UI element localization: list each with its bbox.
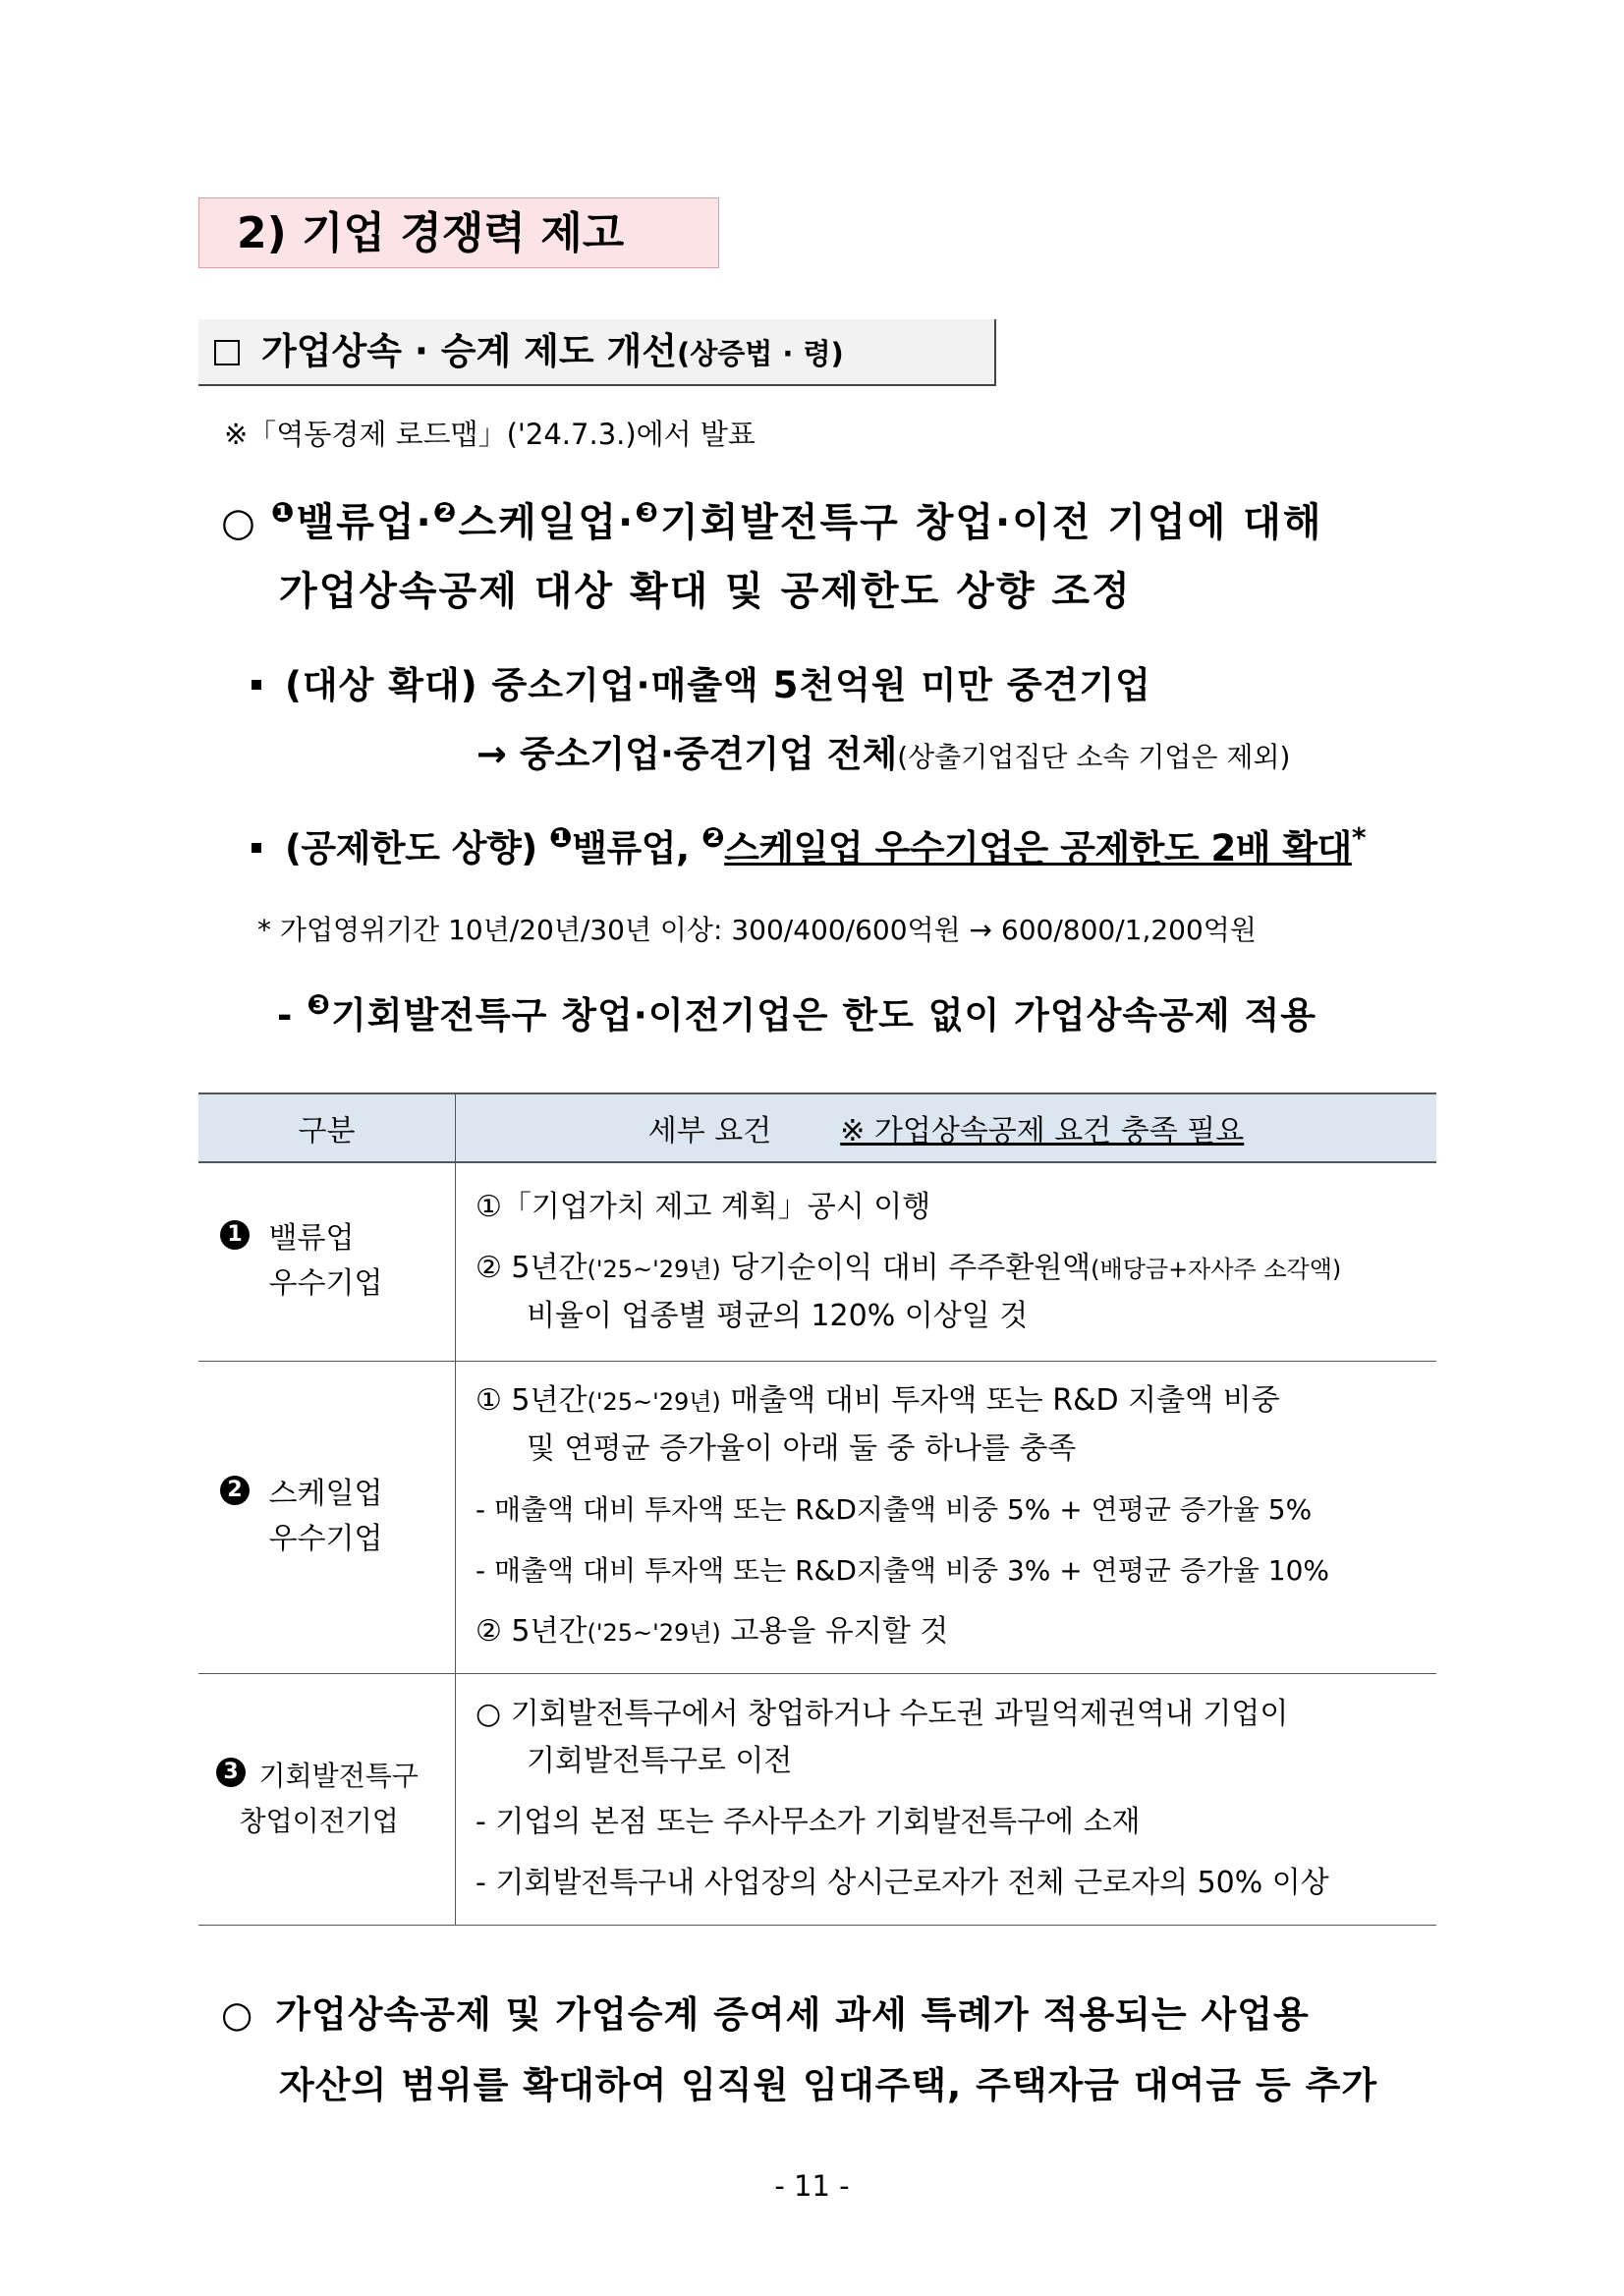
- bullet-limit-line: [252, 818, 1366, 871]
- point1-text-c: 기회발전특구 창업·이전 기업에 대해: [659, 500, 1323, 545]
- point2-line1: [221, 1985, 1310, 2038]
- row1-line2: [476, 1245, 1425, 1293]
- row2-line5-b: ('25~'29년): [587, 1619, 721, 1647]
- circle-bullet: ○: [221, 500, 257, 545]
- marker-3-icon: ❸: [307, 988, 331, 1021]
- dash-line-text: 기회발전특구 창업·이전기업은 한도 없이 가업상속공제 적용: [330, 994, 1316, 1036]
- header-col-category: 구분: [198, 1093, 456, 1162]
- row2-line3: - 매출액 대비 투자액 또는 R&D지출액 비중 5% + 연평균 증가율 5%: [476, 1493, 1313, 1526]
- bullet-target-line2: [476, 724, 1290, 777]
- bullet-target-line1: [252, 655, 1151, 708]
- bullet-limit-prefix: (공제한도 상향): [285, 827, 550, 869]
- row1-line2-a: ② 5년간: [476, 1250, 588, 1285]
- point1-text-a: 밸류업·: [296, 500, 433, 545]
- subsection-law: (상증법 · 령): [677, 337, 844, 370]
- row2-line1-c: 매출액 대비 투자액 또는 R&D 지출액 비중: [720, 1383, 1280, 1418]
- marker-1-icon: ❶: [270, 496, 297, 529]
- number-3-icon: 3: [216, 1758, 246, 1787]
- table-row: [198, 1673, 1436, 1925]
- row3-line3: - 기업의 본점 또는 주사무소가 기회발전특구에 소재: [476, 1805, 1141, 1839]
- row2-line1-a: ① 5년간: [476, 1383, 588, 1418]
- row3-name2: 창업이전기업: [239, 1805, 399, 1837]
- row1-detail: [456, 1162, 1437, 1361]
- number-2-icon: 2: [220, 1476, 250, 1505]
- header-col-detail: [456, 1093, 1437, 1162]
- row1-line2-b: ('25~'29년): [587, 1255, 721, 1283]
- row3-line2: 기회발전특구로 이전: [527, 1744, 793, 1778]
- square-bullet-icon: [252, 680, 261, 690]
- bullet-target-text: (대상 확대) 중소기업·매출액 5천억원 미만 중견기업: [285, 664, 1151, 706]
- point1-text-b: 스케일업·: [458, 500, 636, 545]
- row2-line4: - 매출액 대비 투자액 또는 R&D지출액 비중 3% + 연평균 증가율 10%: [476, 1554, 1329, 1587]
- marker-2-icon: ❷: [700, 821, 725, 854]
- marker-2-icon: ❷: [432, 496, 459, 529]
- row1-line2-c: 당기순이익 대비 주주환원액: [720, 1250, 1092, 1285]
- row1-line2-d: (배당금+자사주 소각액): [1091, 1255, 1342, 1283]
- row2-line1: [476, 1377, 1425, 1426]
- bullet-target-main: → 중소기업·중견기업 전체: [476, 733, 898, 775]
- row1-line1: ①「기업가치 제고 계획」공시 이행: [476, 1189, 931, 1224]
- row3-name1: 기회발전특구: [258, 1760, 419, 1792]
- reference-note: ※「역동경제 로드맵」('24.7.3.)에서 발표: [224, 418, 756, 451]
- row2-name1: 스케일업: [268, 1477, 383, 1511]
- marker-1-icon: ❶: [549, 821, 573, 854]
- row3-category: [198, 1673, 456, 1925]
- footnote-star: *: [1351, 821, 1366, 854]
- row3-line4: - 기회발전특구내 사업장의 상시근로자가 전체 근로자의 50% 이상: [476, 1866, 1329, 1900]
- page-number: - 11 -: [774, 2169, 850, 2203]
- header-note: ※ 가업상속공제 요건 충족 필요: [840, 1114, 1245, 1148]
- row1-line3: 비율이 업종별 평균의 120% 이상일 것: [527, 1298, 1029, 1333]
- row3-line1: ○ 기회발전특구에서 창업하거나 수도권 과밀억제권역내 기업이: [476, 1697, 1289, 1731]
- dash-line: [277, 985, 1316, 1038]
- point2-line2: 자산의 범위를 확대하여 임직원 임대주택, 주택자금 대여금 등 추가: [279, 2064, 1378, 2106]
- square-bullet-icon: [252, 843, 261, 853]
- row2-line2: 및 연평균 증가율이 아래 둘 중 하나를 충족: [527, 1431, 1077, 1466]
- subsection-title: 가업상속 · 승계 제도 개선: [261, 330, 678, 372]
- bullet-target-note: (상출기업집단 소속 기업은 제외): [897, 741, 1291, 773]
- subsection-header: [198, 319, 996, 386]
- point1-line2: 가업상속공제 대상 확대 및 공제한도 상향 조정: [279, 569, 1132, 614]
- footnote: * 가업영위기간 10년/20년/30년 이상: 300/400/600억원 → 600/800/1,200억원: [257, 914, 1257, 946]
- number-1-icon: 1: [220, 1220, 250, 1250]
- table-row: [198, 1361, 1436, 1673]
- bullet-limit-text-b: 스케일업 우수기업은 공제한도 2배 확대: [724, 827, 1352, 869]
- row1-name1: 밸류업: [268, 1221, 355, 1257]
- bullet-limit-text-a: 밸류업,: [572, 827, 701, 869]
- requirements-table: [198, 1092, 1436, 1926]
- table-row: [198, 1162, 1436, 1361]
- section-title: 2) 기업 경쟁력 제고: [198, 197, 719, 268]
- row1-category: [198, 1162, 456, 1361]
- point1-line1: [221, 491, 1323, 547]
- row2-line1-b: ('25~'29년): [587, 1388, 721, 1416]
- point2-text1: 가업상속공제 및 가업승계 증여세 과세 특례가 적용되는 사업용: [275, 1993, 1310, 2036]
- checkbox-square-icon: [214, 340, 240, 365]
- row2-detail: [456, 1361, 1437, 1673]
- row1-name2: 우수기업: [268, 1266, 383, 1302]
- row2-category: [198, 1361, 456, 1673]
- circle-bullet: ○: [221, 1993, 254, 2036]
- row2-line5-c: 고용을 유지할 것: [720, 1614, 949, 1649]
- row2-name2: 우수기업: [268, 1522, 383, 1556]
- header-detail-label: 세부 요건: [647, 1114, 772, 1148]
- row3-detail: [456, 1673, 1437, 1925]
- dash-mark: -: [277, 994, 308, 1036]
- row2-line5-a: ② 5년간: [476, 1614, 588, 1649]
- marker-3-icon: ❸: [635, 496, 660, 529]
- table-header-row: [198, 1093, 1436, 1162]
- row2-line5: [476, 1608, 1425, 1656]
